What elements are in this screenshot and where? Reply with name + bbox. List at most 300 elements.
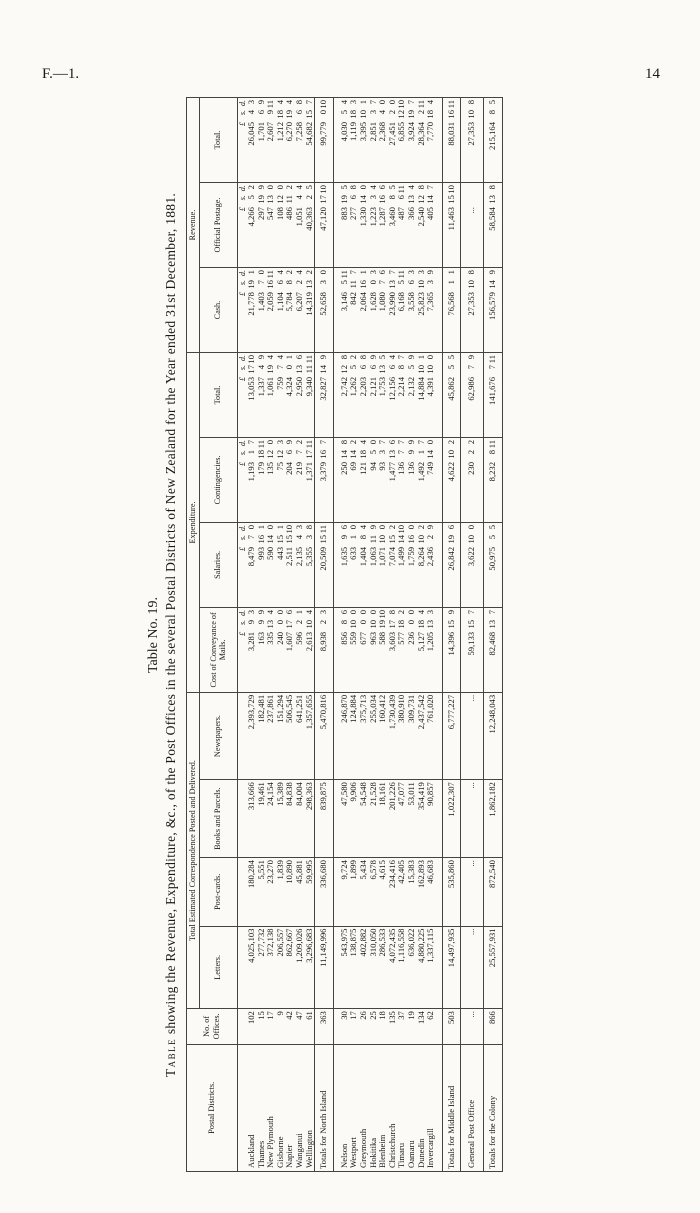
rev_total-shillings: 16 [445, 110, 456, 119]
district-name: Totals for North Island [315, 1044, 334, 1171]
salaries-pence: 9 [367, 524, 378, 530]
letters-value: 862,667 [285, 926, 295, 1009]
contingencies-shillings: 8 [486, 449, 497, 455]
contingencies-shillings: 17 [303, 449, 314, 459]
salaries-shillings: 16 [406, 534, 416, 544]
official-pence: 4 [406, 185, 416, 190]
unit-pound: £ [237, 122, 247, 126]
cash-shillings: 0 [367, 280, 378, 285]
salaries-pounds: 1,071 [377, 546, 388, 567]
cash-pounds: 25,823 [415, 292, 426, 316]
books-value: 53,011 [407, 780, 417, 858]
exp_total-pounds: 2,203 [358, 377, 369, 397]
conveyance-shillings: 9 [255, 619, 266, 625]
salaries-pounds: 1,635 [338, 546, 349, 567]
books-value: 21,528 [369, 780, 379, 858]
salaries-pence: 8 [303, 524, 314, 530]
exp_total-pence: 4 [386, 355, 397, 360]
conveyance-pence: 4 [303, 609, 314, 615]
official-pounds: 1,287 [377, 207, 388, 227]
col-offices: No. of Offices. [187, 1009, 238, 1044]
table-title [162, 90, 180, 1180]
cash-pounds: 27,353 [466, 292, 477, 316]
salaries-pence: 3 [294, 524, 305, 530]
conveyance-shillings: 13 [265, 619, 276, 629]
letters-value: 14,497,935 [442, 926, 461, 1009]
postcards-value: 59,995 [305, 858, 315, 926]
contingencies-pounds: 1,371 [303, 461, 314, 482]
revenue-expenditure-table [186, 97, 503, 1172]
contingencies-shillings: 7 [294, 449, 305, 455]
postcards-value: 5,551 [257, 858, 267, 926]
salaries-pence: 10 [396, 524, 407, 534]
postcards-value: 180,284 [247, 858, 257, 926]
contingencies-pence: 0 [265, 439, 276, 445]
salaries-value [483, 522, 502, 607]
conveyance-pence: 0 [367, 609, 378, 615]
cash-pounds: 14,319 [303, 292, 314, 316]
contingencies-pounds: 94 [367, 461, 378, 471]
salaries-shillings: 7 [246, 534, 257, 540]
rev_total-pence: 7 [367, 100, 378, 105]
books-value: 84,004 [295, 780, 305, 858]
salaries-shillings: 3 [303, 534, 314, 540]
books-value: 18,161 [378, 780, 388, 858]
salaries-pence: 6 [445, 524, 456, 530]
letters-value: 636,022 [407, 926, 417, 1009]
conveyance-pence: 0 [274, 609, 285, 615]
contingencies-pence: 3 [274, 439, 285, 445]
salaries-shillings: 14 [265, 534, 276, 544]
salaries-pence: 4 [358, 524, 369, 530]
rev_total-pounds: 3,395 [358, 122, 369, 142]
cash-shillings: 5 [338, 280, 349, 285]
table-number: Table No. 19. [146, 597, 161, 674]
salaries-pounds: 2,511 [284, 546, 295, 566]
letters-value: 310,050 [369, 926, 379, 1009]
exp_total-pence: 4 [265, 355, 276, 360]
cash-pence: 11 [265, 270, 276, 279]
conveyance-pounds: 335 [265, 631, 276, 645]
rev_total-pounds: 54,682 [303, 122, 314, 146]
rev_total-shillings: 2 [415, 110, 426, 115]
rev_total-value [467, 98, 477, 183]
postcards-value: 42,405 [397, 858, 407, 926]
official-pence: 4 [367, 185, 378, 190]
contingencies-pounds: 3,379 [318, 461, 329, 482]
office-count: 363 [315, 1009, 334, 1044]
page-identifier: F.—1. [42, 66, 80, 82]
district-name: Westport [349, 1044, 359, 1171]
rev_total-pounds: 2,851 [367, 122, 378, 142]
books-value: 19,461 [257, 780, 267, 858]
contingencies-shillings: 5 [367, 449, 378, 455]
contingencies-pounds: 230 [466, 461, 477, 475]
cash-shillings: 14 [486, 280, 497, 289]
salaries-shillings: 11 [367, 534, 378, 544]
official-pounds: 11,463 [445, 207, 456, 231]
exp_total-pounds: 13,053 [246, 377, 257, 401]
letters-value: ... [467, 926, 477, 1009]
newspapers-value: 375,713 [359, 692, 369, 779]
district-name: Invercargill [426, 1044, 436, 1171]
contingencies-value [305, 437, 315, 522]
cash-pounds: 23,990 [386, 292, 397, 316]
office-count: 25 [369, 1009, 379, 1044]
conveyance-value [305, 607, 315, 692]
rev_total-shillings: 6 [294, 110, 305, 115]
district-name: Wanganui [295, 1044, 305, 1171]
exp_total-pounds: 1,061 [265, 377, 276, 397]
contingencies-pounds: 8,232 [486, 461, 497, 482]
newspapers-value: 151,294 [276, 692, 286, 779]
newspapers-value: 380,910 [397, 692, 407, 779]
rev_total-pounds: 1,119 [348, 122, 359, 142]
contingencies-shillings: 13 [386, 449, 397, 459]
contingencies-shillings: 18 [358, 449, 369, 459]
letters-value: 372,138 [266, 926, 276, 1009]
salaries-shillings: 2 [425, 534, 436, 540]
rev_total-pence: 11 [445, 100, 456, 109]
postcards-value: ... [467, 858, 477, 926]
office-count: 15 [257, 1009, 267, 1044]
cash-pounds: 52,658 [318, 292, 329, 316]
contingencies-shillings: 14 [338, 449, 349, 459]
salaries-pounds: 20,509 [318, 546, 329, 571]
official-value [315, 183, 334, 268]
exp_total-shillings: 6 [358, 365, 369, 370]
conveyance-shillings: 2 [318, 619, 329, 625]
cash-pence: 3 [367, 270, 378, 275]
rev_total-pounds: 26,045 [246, 122, 257, 146]
unit-pound: £ [237, 377, 247, 381]
rev_total-shillings: 18 [425, 110, 436, 119]
contingencies-shillings: 1 [415, 449, 426, 455]
unit-shilling: s. [237, 280, 247, 286]
exp_total-pence: 8 [338, 355, 349, 360]
official-pence: 8 [486, 185, 497, 190]
salaries-pounds: 590 [265, 546, 276, 560]
col-official: Official Postage. [199, 183, 237, 268]
postcards-value: 45,881 [295, 858, 305, 926]
office-count: 9 [276, 1009, 286, 1044]
unit-shilling: s. [237, 195, 247, 201]
conveyance-shillings: 15 [466, 619, 477, 629]
salaries-pounds: 1,759 [406, 546, 416, 567]
exp_total-pence: 10 [246, 355, 257, 364]
conveyance-value [467, 607, 477, 692]
salaries-pence: 0 [246, 524, 257, 530]
cash-shillings: 5 [396, 280, 407, 285]
official-pence: 5 [338, 185, 349, 190]
exp_total-value [467, 353, 477, 438]
conveyance-shillings: 0 [274, 619, 285, 625]
rev_total-value [442, 98, 461, 183]
cash-shillings: 6 [274, 280, 285, 285]
contingencies-pence: 7 [246, 439, 257, 445]
contingencies-pence: 6 [386, 439, 397, 445]
col-books: Books and Parcels. [199, 780, 237, 858]
books-value: 90,857 [426, 780, 436, 858]
rev_total-shillings: 18 [274, 110, 285, 119]
contingencies-pence: 11 [255, 439, 266, 449]
cash-pence: 3 [406, 270, 416, 275]
cash-pounds: 2,064 [358, 292, 369, 312]
official-pence: 5 [303, 185, 314, 190]
conveyance-shillings: 0 [358, 619, 369, 625]
office-count: 61 [305, 1009, 315, 1044]
salaries-shillings: 10 [466, 534, 477, 544]
office-count: 18 [378, 1009, 388, 1044]
official-shillings: 5 [246, 195, 257, 200]
exp_total-shillings: 0 [284, 365, 295, 370]
exp_total-value [315, 353, 334, 438]
conveyance-pounds: 1,205 [425, 631, 436, 652]
office-count: 47 [295, 1009, 305, 1044]
office-count: 62 [426, 1009, 436, 1044]
rev_total-pence: 0 [386, 100, 397, 105]
cash-pounds: 6,168 [396, 292, 407, 312]
cash-pounds: 5,784 [284, 292, 295, 312]
contingencies-pence: 0 [425, 439, 436, 445]
office-count: 17 [349, 1009, 359, 1044]
contingencies-pence: 2 [294, 439, 305, 445]
contingencies-value [442, 437, 461, 522]
totals-colony-row [483, 98, 502, 1172]
col-newspapers: Newspapers. [199, 692, 237, 779]
conveyance-pounds: 82,468 [486, 631, 497, 656]
cash-pounds: 6,207 [294, 292, 305, 312]
rev_total-pounds: 6,855 [396, 122, 407, 142]
cash-shillings: 10 [466, 280, 477, 289]
exp_total-pounds: 141,676 [486, 377, 497, 405]
unit-pence: d. [237, 270, 247, 277]
salaries-pounds: 443 [274, 546, 285, 560]
rev_total-pounds: 99,779 [318, 122, 329, 146]
conveyance-value [426, 607, 436, 692]
rev_total-shillings: 10 [466, 110, 477, 119]
postcards-value: 1,899 [349, 858, 359, 926]
contingencies-pounds: 749 [425, 461, 436, 475]
exp_total-pounds: 2,121 [367, 377, 378, 397]
conveyance-pence: 3 [318, 609, 329, 615]
salaries-pounds: 2,436 [425, 546, 436, 567]
conveyance-pounds: 596 [294, 631, 305, 645]
official-pence: 10 [445, 185, 456, 194]
salaries-pounds: 8,264 [415, 546, 426, 567]
office-count: 135 [388, 1009, 398, 1044]
salaries-pence: 9 [425, 524, 436, 530]
official-shillings: 6 [396, 195, 407, 200]
exp_total-shillings: 11 [303, 365, 314, 374]
contingencies-pounds: 69 [348, 461, 359, 471]
contingencies-pence: 9 [284, 439, 295, 445]
exp_total-shillings: 12 [338, 365, 349, 374]
letters-value: 4,072,435 [388, 926, 398, 1009]
cash-pence: 2 [284, 270, 295, 275]
salaries-pounds: 1,063 [367, 546, 378, 567]
exp_total-pence: 5 [377, 355, 388, 360]
district-name: General Post Office [467, 1044, 477, 1171]
salaries-pence: 0 [466, 524, 477, 530]
books-value: 15,389 [276, 780, 286, 858]
cash-pence: 11 [338, 270, 349, 279]
cash-pence: 1 [246, 270, 257, 275]
office-count: 42 [285, 1009, 295, 1044]
official-pence: 7 [425, 185, 436, 190]
newspapers-value: 1,730,439 [388, 692, 398, 779]
contingencies-shillings: 6 [284, 449, 295, 455]
exp_total-pence: 6 [294, 355, 305, 360]
exp_total-pence: 9 [367, 355, 378, 360]
salaries-pounds: 633 [348, 546, 359, 560]
office-count: 866 [483, 1009, 502, 1044]
contingencies-pounds: 179 [255, 461, 266, 475]
contingencies-shillings: 12 [274, 449, 285, 459]
exp_total-shillings: 6 [367, 365, 378, 370]
conveyance-shillings: 13 [425, 619, 436, 629]
unit-pence: d. [237, 439, 247, 446]
exp_total-pounds: 1,337 [255, 377, 266, 397]
official-shillings: 6 [348, 195, 359, 200]
salaries-shillings: 9 [338, 534, 349, 540]
exp_total-shillings: 5 [445, 365, 456, 370]
cash-pounds: 1,104 [274, 292, 285, 312]
group-correspondence: Total Estimated Correspondence Posted and Delivered. [187, 692, 200, 1008]
books-value: 54,548 [359, 780, 369, 858]
contingencies-pounds: 135 [265, 461, 276, 475]
newspapers-value: 641,251 [295, 692, 305, 779]
conveyance-shillings: 10 [348, 619, 359, 629]
books-value: 1,022,307 [442, 780, 461, 858]
rev_total-pence: 8 [294, 100, 305, 105]
letters-value: 543,975 [340, 926, 350, 1009]
salaries-shillings: 5 [486, 534, 497, 540]
salaries-pence: 0 [348, 524, 359, 530]
conveyance-pounds: 677 [358, 631, 369, 645]
books-value: 9,906 [349, 780, 359, 858]
official-value [467, 183, 477, 268]
conveyance-shillings: 10 [303, 619, 314, 629]
cash-pence: 0 [255, 270, 266, 275]
official-pence: 8 [348, 185, 359, 190]
rev_total-pence: 8 [466, 100, 477, 105]
cash-pence: 2 [303, 270, 314, 275]
salaries-pence: 0 [377, 524, 388, 530]
official-pounds: 405 [425, 207, 436, 220]
cash-shillings: 6 [406, 280, 416, 285]
exp_total-pence: 8 [358, 355, 369, 360]
salaries-shillings: 10 [415, 534, 426, 544]
newspapers-value: 761,020 [426, 692, 436, 779]
conveyance-pounds: 588 [377, 631, 388, 645]
rev_total-pounds: 27,451 [386, 122, 397, 146]
unit-pound: £ [237, 292, 247, 297]
letters-value: 402,882 [359, 926, 369, 1009]
newspapers-value: 246,870 [340, 692, 350, 779]
conveyance-pence: 2 [396, 609, 407, 615]
col-postcards: Post-cards. [199, 858, 237, 926]
official-pence: 6 [377, 185, 388, 190]
postcards-value: 535,860 [442, 858, 461, 926]
cash-shillings: 16 [265, 280, 276, 289]
contingencies-pence: 2 [445, 439, 456, 445]
official-shillings: 2 [303, 195, 314, 200]
exp_total-value [426, 353, 436, 438]
rev_total-pence: 5 [486, 100, 497, 105]
official-shillings: 14 [425, 195, 436, 204]
office-count: ... [467, 1009, 477, 1044]
exp_total-pounds: 759 [274, 377, 285, 390]
rev_total-pence: 4 [284, 100, 295, 105]
postcards-value: 6,578 [369, 858, 379, 926]
official-shillings: 13 [406, 195, 416, 204]
official-pounds: 487 [396, 207, 407, 220]
conveyance-pence: 4 [265, 609, 276, 615]
salaries-shillings: 15 [318, 534, 329, 544]
official-pence: 2 [284, 185, 295, 190]
letters-value: 1,337,115 [426, 926, 436, 1009]
office-count: 30 [340, 1009, 350, 1044]
rev_total-pence: 11 [265, 100, 276, 109]
newspapers-value: 5,470,816 [315, 692, 334, 779]
conveyance-pounds: 963 [367, 631, 378, 645]
rev_total-value [315, 98, 334, 183]
conveyance-pounds: 163 [255, 631, 266, 645]
rev_total-pounds: 27,353 [466, 122, 477, 146]
newspapers-value: 6,777,227 [442, 692, 461, 779]
district-name: Christchurch [388, 1044, 398, 1171]
conveyance-pounds: 8,938 [318, 631, 329, 652]
rev_total-shillings: 2 [386, 110, 397, 115]
newspapers-value: 237,861 [266, 692, 276, 779]
cash-shillings: 7 [377, 280, 388, 285]
conveyance-pence: 4 [415, 609, 426, 615]
official-value [305, 183, 315, 268]
cash-shillings: 19 [246, 280, 257, 289]
conveyance-shillings: 17 [386, 619, 397, 629]
district-name: New Plymouth [266, 1044, 276, 1171]
exp_total-pounds: 12,156 [386, 377, 397, 401]
books-value: 313,666 [247, 780, 257, 858]
exp_total-pounds: 14,884 [415, 377, 426, 401]
rev_total-pounds: 6,270 [284, 122, 295, 142]
salaries-pounds: 5,355 [303, 546, 314, 567]
official-shillings: 16 [377, 195, 388, 204]
office-count: 17 [266, 1009, 276, 1044]
official-shillings: 8 [386, 195, 397, 200]
rev_total-pence: 4 [425, 100, 436, 105]
page-number: 14 [645, 66, 660, 82]
conveyance-shillings: 0 [406, 619, 416, 625]
salaries-shillings: 10 [377, 534, 388, 544]
contingencies-shillings: 1 [246, 449, 257, 455]
official-value [442, 183, 461, 268]
conveyance-pounds: 3,603 [386, 631, 397, 652]
salaries-pounds: 993 [255, 546, 266, 560]
rev_total-pence: 9 [255, 100, 266, 105]
exp_total-shillings: 5 [348, 365, 359, 370]
salaries-pence: 11 [318, 524, 329, 534]
salaries-value [442, 522, 461, 607]
salaries-value [426, 522, 436, 607]
salaries-pounds: 7,074 [386, 546, 397, 567]
district-name: Hokitika [369, 1044, 379, 1171]
cash-shillings: 3 [318, 280, 329, 285]
rev_total-shillings: 5 [338, 110, 349, 115]
official-shillings: 12 [274, 195, 285, 204]
rev_total-shillings: 3 [367, 110, 378, 115]
